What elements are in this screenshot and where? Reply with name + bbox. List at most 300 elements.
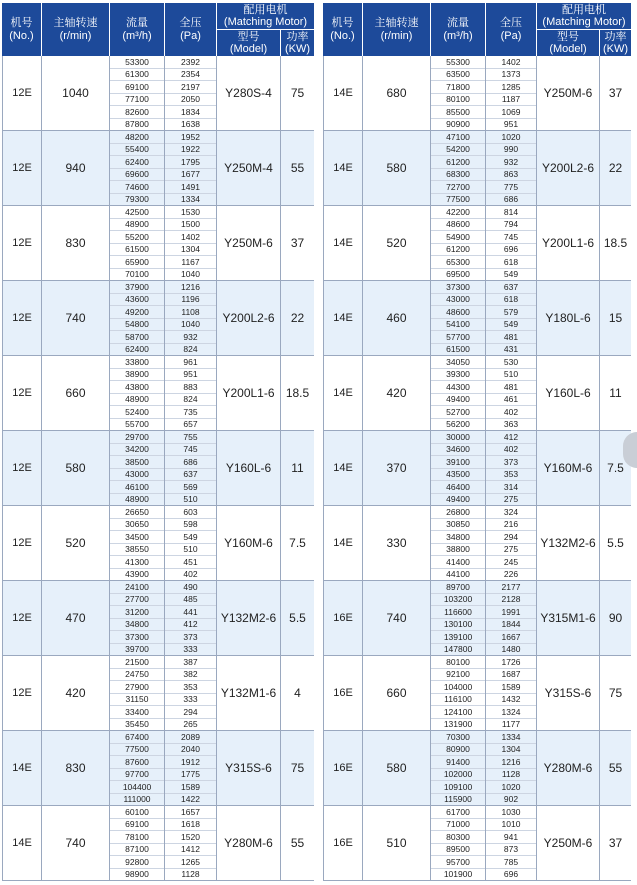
- motor-power-cell: 75: [290, 761, 305, 775]
- motor-model-cell: Y200L2-6: [537, 131, 600, 205]
- flow-value: 70300: [431, 731, 485, 744]
- flow-value: 34600: [431, 444, 485, 457]
- flow-value: 80100: [431, 656, 485, 669]
- pressure-value: 686: [165, 456, 216, 469]
- flow-cell: [110, 656, 165, 730]
- flow-value: 37300: [110, 631, 164, 644]
- flow-value: 69600: [110, 169, 164, 182]
- pressure-value: 1667: [486, 631, 536, 644]
- motor-model-cell: Y160M-6: [537, 431, 600, 505]
- pressure-value: 294: [165, 706, 216, 719]
- flow-value: 49400: [431, 394, 485, 407]
- flow-value: 30000: [431, 431, 485, 444]
- header-speed: [363, 3, 431, 56]
- pressure-value: 1304: [165, 244, 216, 257]
- flow-cell: [110, 56, 165, 130]
- pressure-value: 485: [165, 594, 216, 607]
- pressure-value: 412: [486, 431, 536, 444]
- motor-model-cell: Y250M-6: [537, 806, 600, 880]
- table-row: [323, 206, 631, 281]
- header-motor-title: [537, 3, 631, 30]
- flow-value: 95700: [431, 856, 485, 869]
- pressure-value: 1844: [486, 619, 536, 632]
- flow-value: 87100: [110, 844, 164, 857]
- pressure-value: 883: [165, 381, 216, 394]
- model-no-cell: 12E: [2, 356, 42, 430]
- motor-model-cell: Y250M-6: [537, 56, 600, 130]
- header-flow-line-2: (m³/h): [443, 29, 473, 42]
- motor-power-cell: 90: [608, 611, 623, 625]
- speed-cell: 520: [42, 506, 110, 580]
- pressure-value: 1500: [165, 219, 216, 232]
- header-flow-line-2: (m³/h): [122, 29, 152, 42]
- flow-value: 43600: [110, 294, 164, 307]
- header-model-no-line-1: 机号: [331, 16, 354, 29]
- motor-power-cell: 55: [608, 761, 623, 775]
- pressure-value: 1030: [486, 806, 536, 819]
- header-pressure-line-2: (Pa): [180, 29, 201, 42]
- pressure-value: 265: [183, 719, 198, 730]
- header-motor-model-line-1: 型号: [237, 31, 260, 43]
- flow-value: 55300: [431, 56, 485, 69]
- flow-value: 55700: [125, 419, 149, 430]
- pressure-value: 569: [165, 481, 216, 494]
- flow-value: 27900: [110, 681, 164, 694]
- flow-value: 97700: [110, 769, 164, 782]
- pressure-cell: [486, 431, 537, 505]
- pressure-value: 490: [165, 581, 216, 594]
- flow-value: 44100: [446, 569, 470, 580]
- flow-cell: [431, 281, 486, 355]
- pressure-value: 1687: [486, 669, 536, 682]
- header-motor-model: [537, 30, 600, 56]
- flow-value: 69100: [110, 81, 164, 94]
- speed-cell: 330: [363, 506, 431, 580]
- model-no-cell: 12E: [2, 281, 42, 355]
- motor-model-cell: Y200L2-6: [217, 281, 281, 355]
- flow-cell: [110, 281, 165, 355]
- speed-cell: 830: [42, 206, 110, 280]
- header-flow: [110, 3, 165, 56]
- header-speed-line-1: 主轴转速: [374, 16, 419, 29]
- speed-cell: 1040: [42, 56, 110, 130]
- header-flow: [431, 3, 486, 56]
- table-row: [2, 506, 314, 581]
- flow-value: 56200: [446, 419, 470, 430]
- flow-value: 37300: [431, 281, 485, 294]
- pressure-value: 1922: [165, 144, 216, 157]
- model-no-cell: 16E: [323, 656, 363, 730]
- motor-model-cell: Y132M2-6: [537, 506, 600, 580]
- pressure-value: 2089: [165, 731, 216, 744]
- speed-cell: 740: [42, 806, 110, 880]
- table-row: [2, 356, 314, 431]
- flow-cell: [110, 356, 165, 430]
- flow-cell: [110, 506, 165, 580]
- table-row: [323, 731, 631, 806]
- table-row: [323, 656, 631, 731]
- flow-cell: [431, 506, 486, 580]
- flow-value: 69100: [110, 819, 164, 832]
- speed-cell: 520: [363, 206, 431, 280]
- pressure-value: 294: [486, 531, 536, 544]
- pressure-value: 745: [165, 444, 216, 457]
- speed-cell: 830: [42, 731, 110, 805]
- flow-value: 33800: [110, 356, 164, 369]
- pressure-value: 696: [503, 869, 519, 880]
- flow-value: 48200: [110, 131, 164, 144]
- flow-value: 61300: [110, 69, 164, 82]
- flow-value: 124100: [431, 706, 485, 719]
- pressure-value: 324: [486, 506, 536, 519]
- flow-value: 38500: [110, 456, 164, 469]
- header-model-no: [323, 3, 363, 56]
- model-no-cell: 12E: [2, 206, 42, 280]
- header-motor-sub: [217, 30, 314, 56]
- pressure-value: 755: [165, 431, 216, 444]
- speed-cell: 580: [363, 131, 431, 205]
- flow-value: 61500: [446, 344, 470, 355]
- motor-power-cell: 7.5: [607, 461, 624, 475]
- header-motor-line-1: 配用电机: [562, 4, 606, 16]
- pressure-value: 549: [165, 531, 216, 544]
- pressure-cell: [165, 206, 217, 280]
- pressure-value: 814: [486, 206, 536, 219]
- flow-value: 109100: [431, 781, 485, 794]
- pressure-value: 1795: [165, 156, 216, 169]
- header-pressure-line-1: 全压: [179, 16, 202, 29]
- flow-value: 87600: [110, 756, 164, 769]
- header-motor: [537, 3, 631, 56]
- pressure-value: 961: [165, 356, 216, 369]
- motor-power-cell: 11: [291, 461, 304, 475]
- flow-value: 61200: [431, 244, 485, 257]
- flow-value: 89500: [431, 844, 485, 857]
- header-speed-line-2: (r/min): [59, 29, 92, 42]
- motor-model-cell: Y280S-4: [217, 56, 281, 130]
- pressure-value: 373: [486, 456, 536, 469]
- flow-value: 39100: [431, 456, 485, 469]
- table-header: [2, 3, 314, 56]
- motor-power-cell: 15: [608, 311, 623, 325]
- pressure-value: 1912: [165, 756, 216, 769]
- model-no-cell: 14E: [323, 431, 363, 505]
- pressure-value: 618: [486, 294, 536, 307]
- flow-cell: [431, 206, 486, 280]
- speed-cell: 510: [363, 806, 431, 880]
- pressure-value: 1128: [181, 869, 200, 880]
- pressure-cell: [486, 806, 537, 880]
- flow-value: 101900: [443, 869, 473, 880]
- pressure-value: 333: [183, 644, 198, 655]
- flow-value: 38550: [110, 544, 164, 557]
- motor-model-cell: Y160M-6: [217, 506, 281, 580]
- pressure-value: 314: [486, 481, 536, 494]
- motor-power-cell: 22: [290, 311, 305, 325]
- pressure-value: 1491: [165, 181, 216, 194]
- pressure-cell: [165, 431, 217, 505]
- pressure-value: 1530: [165, 206, 216, 219]
- motor-power-cell: 75: [290, 86, 305, 100]
- flow-value: 30850: [431, 519, 485, 532]
- scroll-handle[interactable]: [623, 432, 637, 468]
- header-speed: [42, 3, 110, 56]
- pressure-value: 1373: [486, 69, 536, 82]
- flow-value: 53300: [110, 56, 164, 69]
- pressure-value: 1020: [486, 781, 536, 794]
- header-motor-power-line-2: (KW): [602, 43, 629, 55]
- motor-power-cell: 7.5: [289, 536, 306, 550]
- pressure-cell: [165, 506, 217, 580]
- speed-cell: 470: [42, 581, 110, 655]
- pressure-cell: [486, 731, 537, 805]
- header-pressure: [165, 3, 217, 56]
- pressure-value: 481: [486, 381, 536, 394]
- pressure-value: 530: [486, 356, 536, 369]
- flow-value: 21500: [110, 656, 164, 669]
- flow-value: 54900: [431, 231, 485, 244]
- pressure-cell: [486, 131, 537, 205]
- flow-value: 43900: [125, 569, 149, 580]
- speed-cell: 370: [363, 431, 431, 505]
- pressure-value: 402: [486, 444, 536, 457]
- table-row: [2, 806, 314, 881]
- model-no-cell: 16E: [323, 731, 363, 805]
- flow-value: 90900: [446, 119, 470, 130]
- header-motor-model-line-2: (Model): [229, 43, 268, 55]
- pressure-value: 1010: [486, 819, 536, 832]
- pressure-value: 1589: [165, 781, 216, 794]
- flow-value: 46400: [431, 481, 485, 494]
- pressure-value: 226: [503, 569, 519, 580]
- pressure-value: 2128: [486, 594, 536, 607]
- pressure-value: 618: [486, 256, 536, 269]
- pressure-value: 441: [165, 606, 216, 619]
- pressure-cell: [486, 206, 537, 280]
- flow-value: 35450: [125, 719, 149, 730]
- table-row: [2, 656, 314, 731]
- flow-value: 46100: [110, 481, 164, 494]
- flow-cell: [110, 431, 165, 505]
- flow-value: 77500: [110, 744, 164, 757]
- pressure-value: 387: [165, 656, 216, 669]
- motor-power-cell: 5.5: [607, 536, 624, 550]
- flow-value: 111000: [123, 794, 151, 805]
- pressure-value: 1775: [165, 769, 216, 782]
- header-motor-model-line-1: 型号: [557, 31, 579, 43]
- pressure-value: 1589: [486, 681, 536, 694]
- model-no-cell: 12E: [2, 581, 42, 655]
- flow-value: 52400: [110, 406, 164, 419]
- motor-power-cell: 55: [290, 836, 305, 850]
- header-motor-power: [281, 30, 314, 56]
- pressure-value: 785: [486, 856, 536, 869]
- pressure-value: 902: [503, 794, 519, 805]
- flow-value: 43000: [110, 469, 164, 482]
- table-row: [2, 731, 314, 806]
- flow-value: 41400: [431, 556, 485, 569]
- flow-value: 147800: [443, 644, 473, 655]
- flow-value: 41300: [110, 556, 164, 569]
- motor-power-cell: 22: [608, 161, 623, 175]
- pressure-value: 1657: [165, 806, 216, 819]
- motor-power-cell: 11: [609, 386, 622, 400]
- flow-value: 34800: [110, 619, 164, 632]
- header-motor-line-1: 配用电机: [243, 4, 288, 16]
- header-model-no-line-2: (No.): [330, 29, 355, 42]
- pressure-value: 1677: [165, 169, 216, 182]
- flow-cell: [431, 656, 486, 730]
- flow-value: 52700: [431, 406, 485, 419]
- flow-value: 79300: [125, 194, 149, 205]
- pressure-cell: [486, 581, 537, 655]
- header-pressure: [486, 3, 537, 56]
- table-row: [323, 581, 631, 656]
- pressure-value: 353: [486, 469, 536, 482]
- speed-cell: 680: [363, 56, 431, 130]
- pressure-value: 1108: [165, 306, 216, 319]
- pressure-value: 1167: [165, 256, 216, 269]
- flow-cell: [431, 356, 486, 430]
- table-row: [2, 206, 314, 281]
- flow-value: 49400: [446, 494, 470, 505]
- flow-value: 61700: [431, 806, 485, 819]
- flow-value: 58700: [110, 331, 164, 344]
- pressure-value: 461: [486, 394, 536, 407]
- flow-value: 116600: [431, 606, 485, 619]
- pressure-value: 696: [486, 244, 536, 257]
- flow-value: 116100: [431, 694, 485, 707]
- flow-value: 34500: [110, 531, 164, 544]
- speed-cell: 660: [42, 356, 110, 430]
- header-motor-power-line-1: 功率: [604, 31, 627, 43]
- pressure-value: 1432: [486, 694, 536, 707]
- flow-value: 61200: [431, 156, 485, 169]
- model-no-cell: 14E: [323, 56, 363, 130]
- flow-value: 48600: [431, 306, 485, 319]
- pressure-value: 1520: [165, 831, 216, 844]
- pressure-value: 603: [165, 506, 216, 519]
- pressure-value: 745: [486, 231, 536, 244]
- pressure-cell: [486, 281, 537, 355]
- pressure-value: 657: [183, 419, 198, 430]
- flow-value: 43800: [110, 381, 164, 394]
- flow-value: 24100: [110, 581, 164, 594]
- table-row: [323, 806, 631, 881]
- pressure-value: 1216: [486, 756, 536, 769]
- pressure-cell: [486, 356, 537, 430]
- flow-value: 131900: [443, 719, 473, 730]
- pressure-value: 735: [165, 406, 216, 419]
- pressure-value: 2040: [165, 744, 216, 757]
- motor-model-cell: Y200L1-6: [537, 206, 600, 280]
- header-pressure-line-2: (Pa): [500, 29, 522, 42]
- pressure-value: 451: [165, 556, 216, 569]
- speed-cell: 580: [363, 731, 431, 805]
- table-row: [2, 131, 314, 206]
- motor-model-cell: Y315S-6: [217, 731, 281, 805]
- table-row: [323, 281, 631, 356]
- flow-value: 65900: [110, 256, 164, 269]
- flow-value: 82600: [110, 106, 164, 119]
- pressure-cell: [165, 656, 217, 730]
- model-no-cell: 12E: [2, 506, 42, 580]
- pressure-value: 1402: [165, 231, 216, 244]
- flow-value: 87800: [125, 119, 149, 130]
- pressure-value: 1726: [486, 656, 536, 669]
- pressure-value: 1020: [486, 131, 536, 144]
- flow-cell: [110, 581, 165, 655]
- table-header: [323, 3, 631, 56]
- motor-model-cell: Y132M2-6: [217, 581, 281, 655]
- header-motor-title: [217, 3, 314, 30]
- flow-cell: [431, 131, 486, 205]
- flow-value: 34800: [431, 531, 485, 544]
- motor-power-cell: 75: [608, 686, 623, 700]
- pressure-cell: [165, 806, 217, 880]
- header-model-no-line-2: (No.): [9, 29, 34, 42]
- pressure-value: 1334: [181, 194, 200, 205]
- pressure-value: 1638: [181, 119, 200, 130]
- header-motor-power-line-2: (KW): [284, 43, 311, 55]
- left-table: [2, 3, 314, 881]
- flow-value: 30650: [110, 519, 164, 532]
- flow-value: 78100: [110, 831, 164, 844]
- flow-value: 80100: [431, 94, 485, 107]
- flow-value: 42200: [431, 206, 485, 219]
- flow-value: 115900: [444, 794, 472, 805]
- motor-power-cell: 37: [608, 836, 623, 850]
- flow-value: 77100: [110, 94, 164, 107]
- motor-model-cell: Y280M-6: [537, 731, 600, 805]
- speed-cell: 420: [42, 656, 110, 730]
- flow-value: 57700: [431, 331, 485, 344]
- model-no-cell: 12E: [2, 431, 42, 505]
- flow-value: 24750: [110, 669, 164, 682]
- motor-model-cell: Y200L1-6: [217, 356, 281, 430]
- header-motor: [217, 3, 314, 56]
- pressure-value: 275: [486, 544, 536, 557]
- header-model-no-line-1: 机号: [10, 16, 33, 29]
- pressure-value: 941: [486, 831, 536, 844]
- pressure-value: 1069: [486, 106, 536, 119]
- pressure-value: 363: [503, 419, 519, 430]
- pressure-value: 549: [503, 269, 519, 280]
- pressure-cell: [165, 356, 217, 430]
- pressure-value: 637: [486, 281, 536, 294]
- model-no-cell: 14E: [2, 731, 42, 805]
- pressure-value: 2392: [165, 56, 216, 69]
- speed-cell: 460: [363, 281, 431, 355]
- pressure-value: 275: [503, 494, 519, 505]
- table-row: [323, 431, 631, 506]
- flow-value: 27700: [110, 594, 164, 607]
- flow-value: 33400: [110, 706, 164, 719]
- pressure-cell: [165, 56, 217, 130]
- flow-value: 102000: [431, 769, 485, 782]
- flow-cell: [110, 806, 165, 880]
- header-model-no: [2, 3, 42, 56]
- flow-value: 65300: [431, 256, 485, 269]
- pressure-value: 481: [486, 331, 536, 344]
- pressure-value: 1128: [486, 769, 536, 782]
- pressure-value: 510: [165, 544, 216, 557]
- flow-value: 42500: [110, 206, 164, 219]
- flow-value: 71800: [431, 81, 485, 94]
- model-no-cell: 14E: [323, 356, 363, 430]
- pressure-value: 1265: [165, 856, 216, 869]
- flow-value: 68300: [431, 169, 485, 182]
